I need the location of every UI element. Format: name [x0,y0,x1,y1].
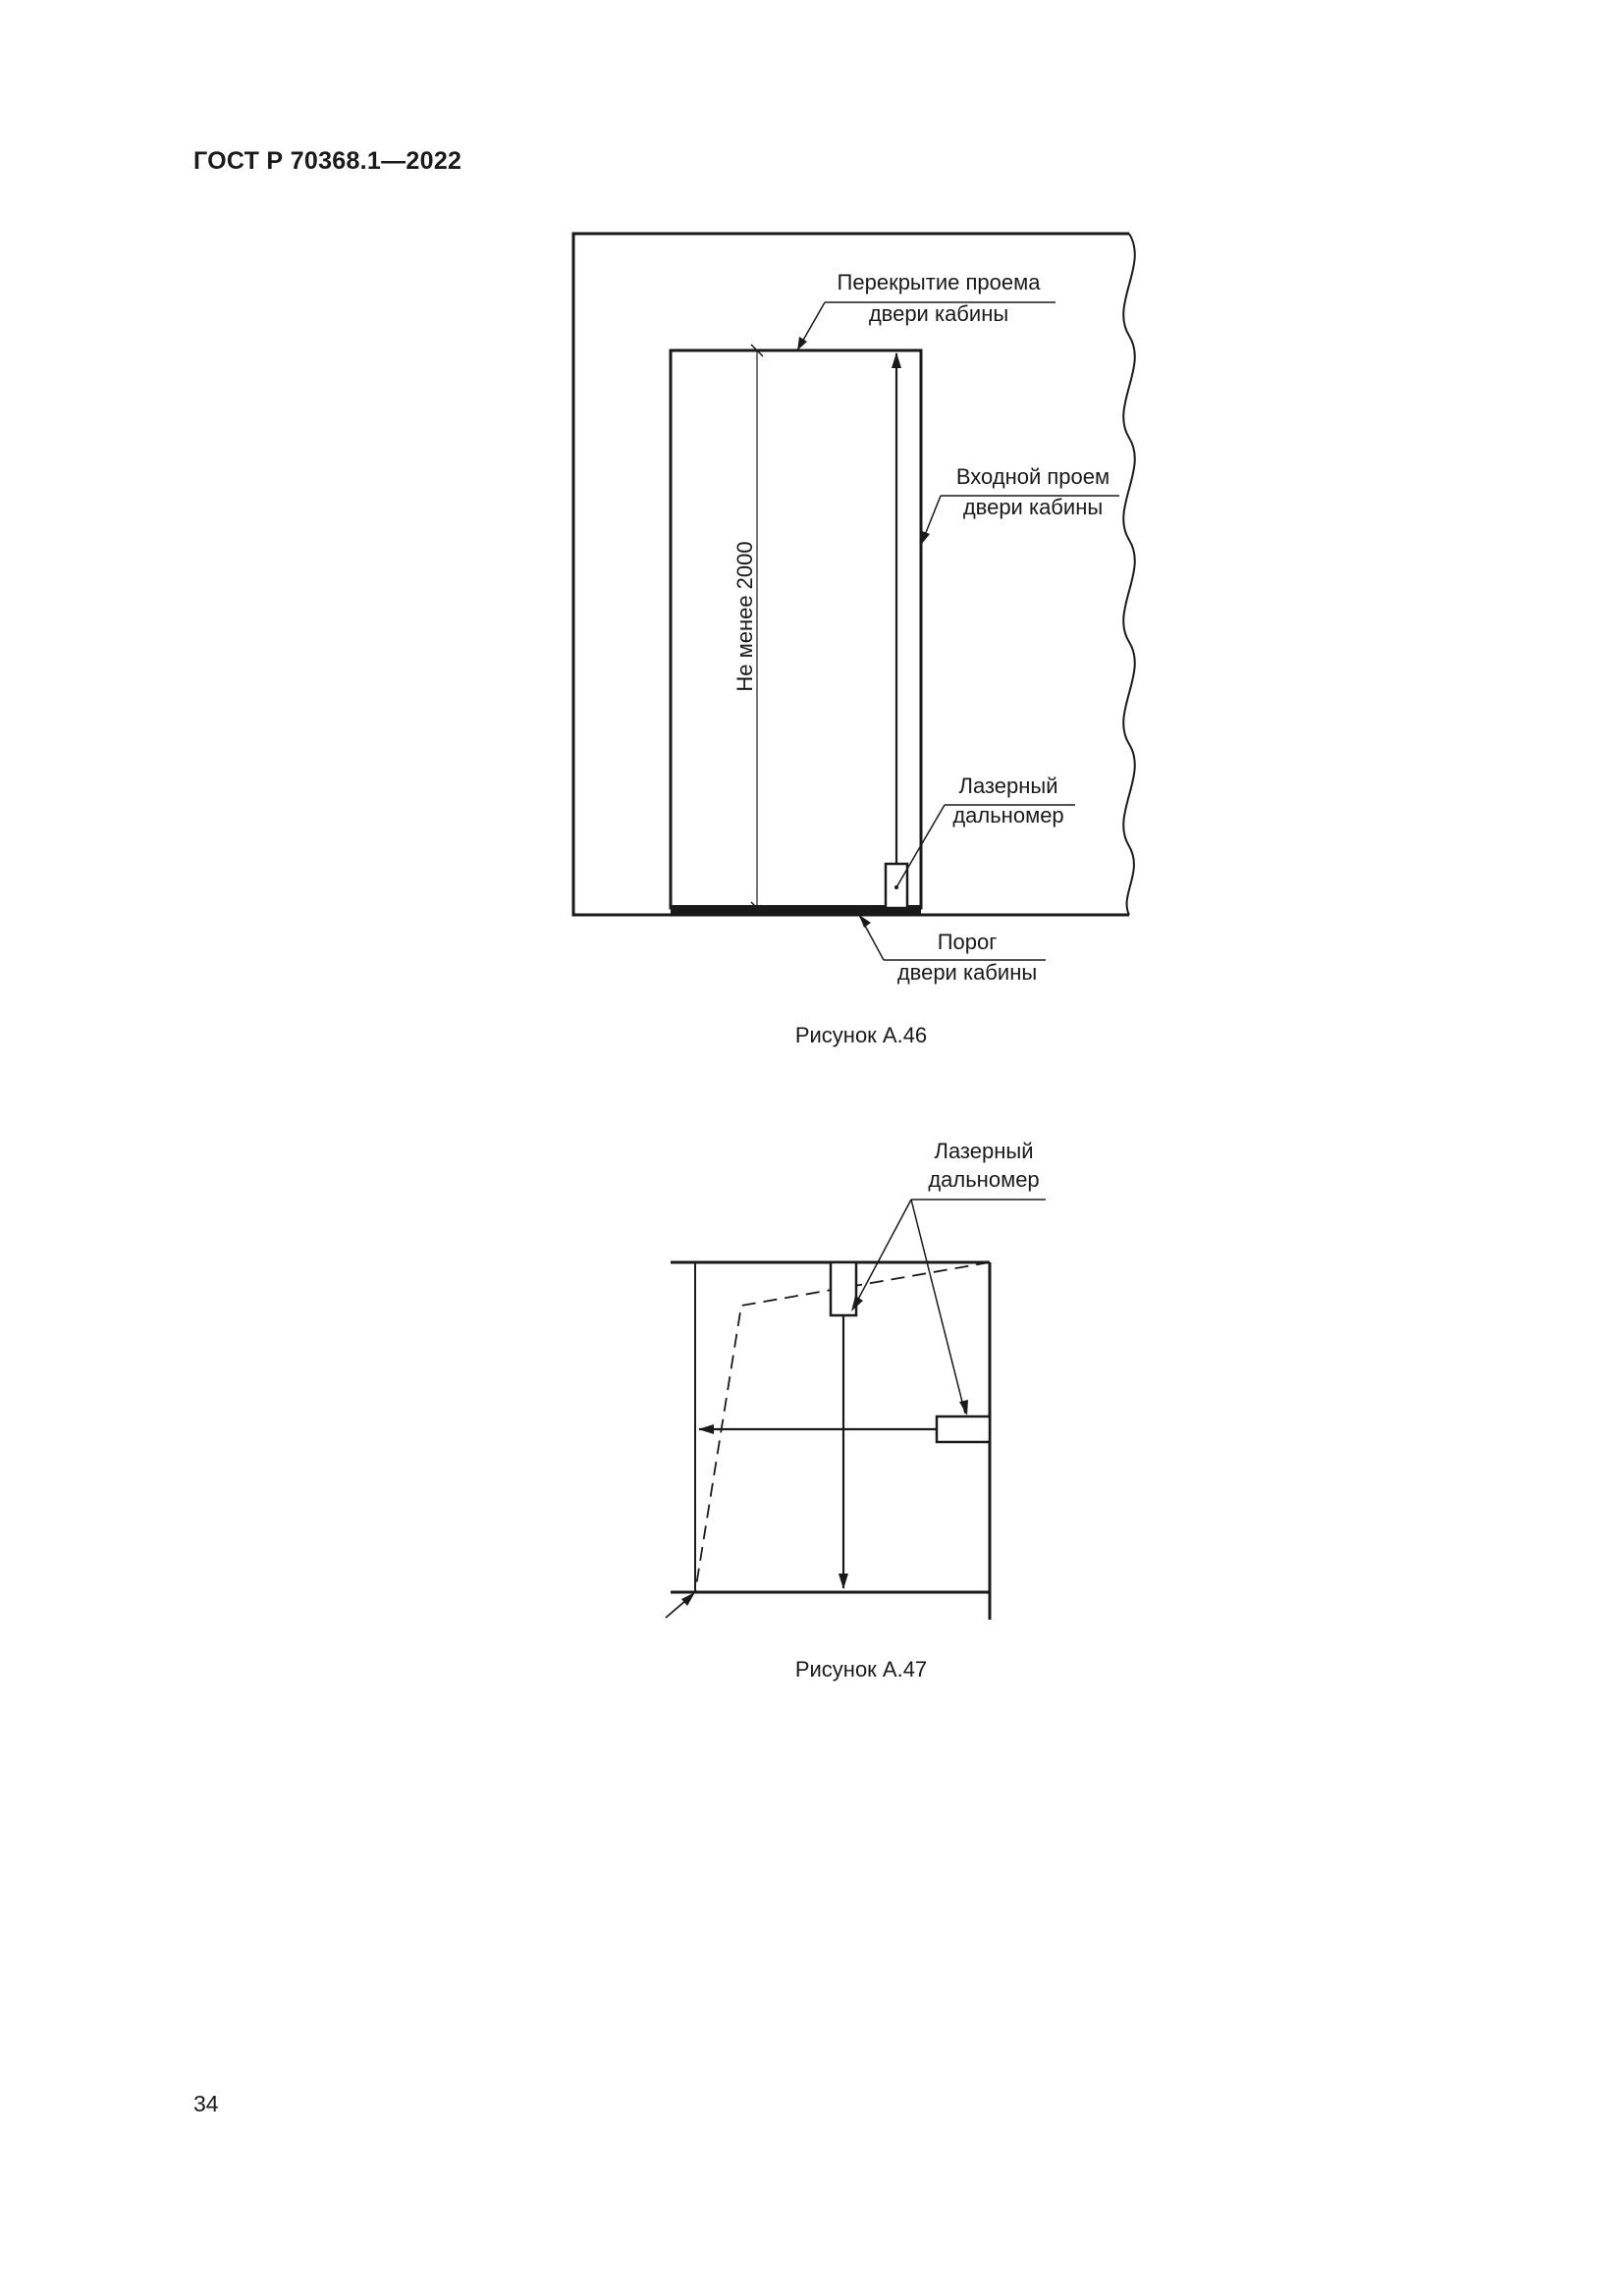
overlap-label-line1: Перекрытие проема [837,270,1041,294]
figure-a46-drawing [573,234,1135,985]
rangefinder-label-line1: Лазерный [958,774,1058,798]
a47-rangefinder-label-line2: дальномер [928,1167,1040,1192]
figure-a47-caption: Рисунок А.47 [794,1657,928,1682]
door-threshold [671,905,921,915]
opening-label-line2: двери кабины [962,495,1104,519]
opening-label-line1: Входной проем [955,464,1110,489]
overlap-label-line2: двери кабины [868,301,1009,326]
rangefinder-right-device [937,1416,990,1442]
document-standard-header: ГОСТ Р 70368.1—2022 [193,147,462,175]
threshold-label-line1: Порог [937,930,998,954]
a47-rangefinder-label-line1: Лазерный [934,1139,1034,1163]
threshold-label-line2: двери кабины [896,960,1038,985]
figure-a47-drawing [666,1139,1046,1620]
door-opening [671,350,921,908]
wall-break-wavy-line [1123,234,1135,915]
figure-a46-caption: Рисунок А.46 [794,1023,928,1047]
rangefinder-label-line2: дальномер [952,803,1064,828]
height-dimension-label: Не менее 2000 [732,541,757,692]
page-number: 34 [193,2091,219,2116]
